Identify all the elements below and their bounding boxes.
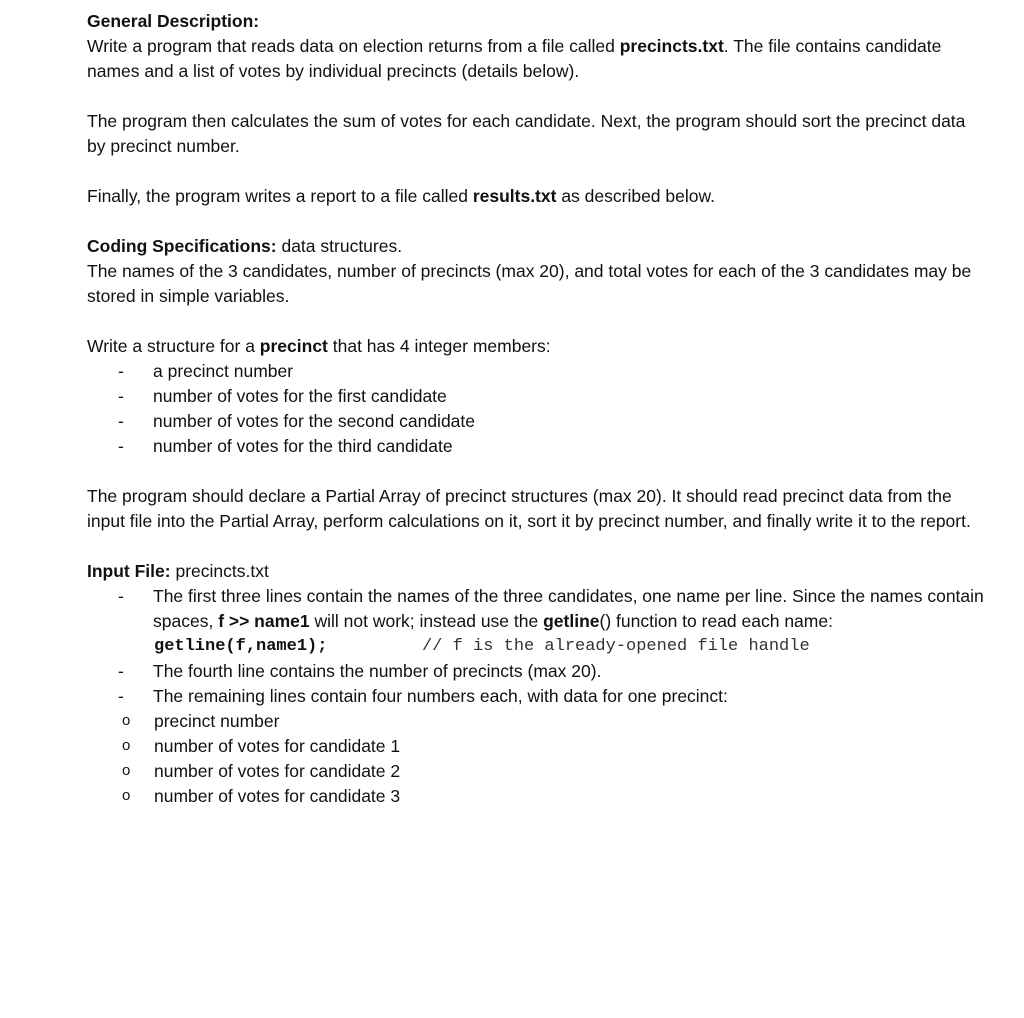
list-item: o number of votes for candidate 3 — [87, 784, 987, 809]
precinct-term: precinct — [259, 336, 328, 356]
list-item — [87, 584, 987, 634]
coding-paragraph-3: The program should declare a Partial Array of precinct structures (max 20). It should read precinct data from the input file into the Partial Array, perform calculations on it, sort it by precinct number, and finally write it to the report. — [87, 486, 971, 531]
text-span: The first three lines contain the names of the three candidates, one name per line. Since the names contain spaces, — [153, 586, 984, 631]
heading-label: Input File: — [87, 561, 171, 581]
code-example — [87, 634, 987, 659]
input-file-list-continued — [87, 659, 987, 809]
file-name-results: results.txt — [472, 186, 557, 206]
general-paragraph-1 — [87, 34, 987, 84]
general-description-heading: General Description: — [87, 11, 260, 31]
text-span: Finally, the program writes a report to a file called — [87, 186, 473, 206]
text-span: Write a program that reads data on election returns from a file called — [87, 36, 620, 56]
file-name-precincts: precincts.txt — [619, 36, 724, 56]
getline-term: getline — [543, 611, 600, 631]
list-item: - number of votes for the first candidate — [87, 384, 987, 409]
coding-paragraph-1: The names of the 3 candidates, number of precincts (max 20), and total votes for each of the 3 candidates may be stored in simple variables. — [87, 261, 972, 306]
heading-label: Coding Specifications: — [87, 236, 277, 256]
general-paragraph-2: The program then calculates the sum of votes for each candidate. Next, the program should sort the precinct data by precinct number. — [87, 111, 966, 156]
list-item: o number of votes for candidate 2 — [87, 759, 987, 784]
text-span: as described below. — [556, 186, 716, 206]
list-item: - number of votes for the third candidate — [87, 434, 987, 459]
inline-code: f >> name1 — [218, 611, 310, 631]
general-paragraph-3 — [87, 184, 987, 209]
list-item: o number of votes for candidate 1 — [87, 734, 987, 759]
list-item: o precinct number — [87, 709, 987, 734]
struct-members-list — [87, 359, 987, 459]
input-file-heading — [87, 559, 987, 584]
precinct-fields-list — [87, 709, 987, 809]
text-span: . The file contains candidate names and a list of votes by individual precincts (details below). — [87, 36, 942, 81]
list-item: - The fourth line contains the number of precincts (max 20). — [87, 659, 987, 684]
text-span: The remaining lines contain four numbers each, with data for one precinct: — [153, 686, 728, 706]
heading-rest: precincts.txt — [170, 561, 269, 581]
list-item: - number of votes for the second candidate — [87, 409, 987, 434]
coding-paragraph-2 — [87, 334, 987, 359]
coding-specifications-heading — [87, 234, 987, 259]
list-item: - a precinct number — [87, 359, 987, 384]
heading-rest: data structures. — [276, 236, 403, 256]
code-comment: // f is the already-opened file handle — [422, 637, 810, 656]
list-item — [87, 684, 987, 809]
text-span: () function to read each name: — [599, 611, 833, 631]
text-span: will not work; instead use the — [309, 611, 544, 631]
input-file-list — [87, 584, 987, 634]
text-span: Write a structure for a — [87, 336, 260, 356]
code-statement: getline(f,name1); — [154, 637, 328, 656]
text-span: that has 4 integer members: — [327, 336, 551, 356]
